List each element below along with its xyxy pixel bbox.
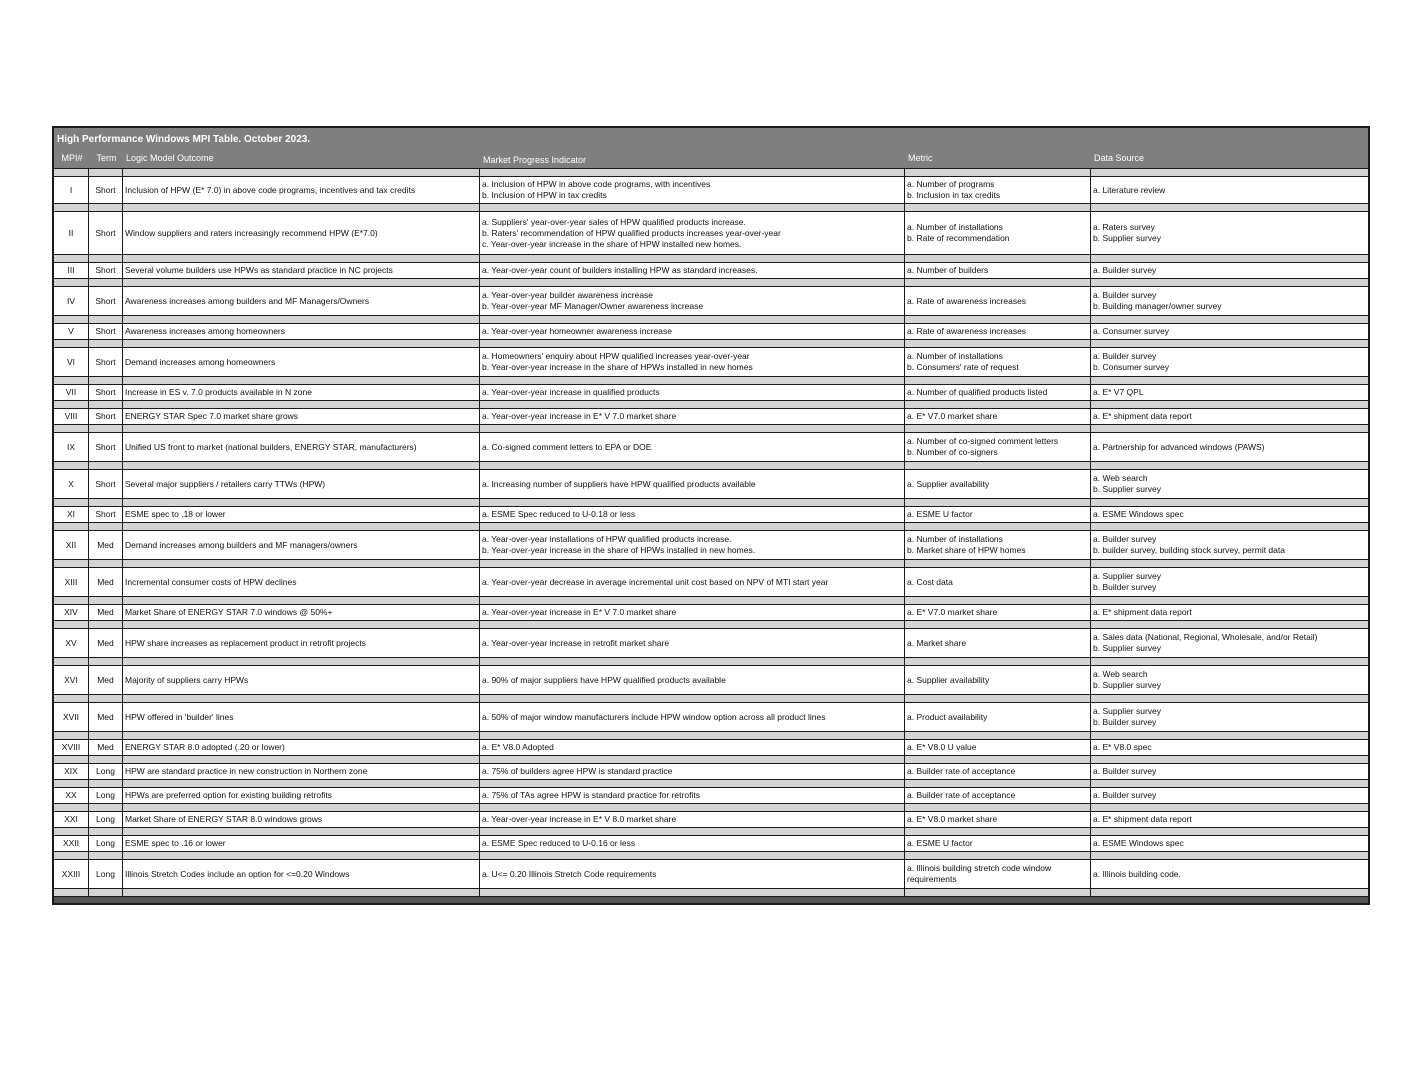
source-cell-line: b. Builder survey — [1093, 582, 1157, 592]
source-cell — [1091, 212, 1368, 254]
indicator-cell-line: a. 90% of major suppliers have HPW qualified products available — [482, 674, 726, 685]
metric-cell-line: a. Cost data — [907, 576, 953, 587]
metric-cell — [905, 507, 1091, 522]
indicator-cell-line: a. 50% of major window manufacturers include HPW window option across all product lines — [482, 711, 826, 722]
source-cell-line: a. Consumer survey — [1093, 326, 1170, 336]
row-separator — [54, 279, 1368, 287]
indicator-cell-line: b. Year-over-year increase in the share of HPWs installed in new homes. — [482, 545, 756, 555]
row-separator — [54, 255, 1368, 263]
row-separator — [54, 169, 1368, 177]
source-cell — [1091, 177, 1368, 203]
mpi-number: II — [54, 212, 89, 254]
mpi-number: VII — [54, 385, 89, 400]
term-cell: Short — [89, 324, 123, 339]
indicator-cell — [480, 287, 905, 315]
outcome-cell: HPWs are preferred option for existing building retrofits — [123, 788, 480, 803]
term-cell: Short — [89, 212, 123, 254]
table-row — [54, 740, 1368, 756]
source-cell-line: b. Builder survey — [1093, 717, 1157, 727]
term-cell: Long — [89, 764, 123, 779]
source-cell-line: b. Supplier survey — [1093, 680, 1162, 690]
outcome-cell: Market Share of ENERGY STAR 7.0 windows @ 50%+ — [123, 605, 480, 620]
metric-cell — [905, 287, 1091, 315]
source-cell — [1091, 433, 1368, 461]
outcome-cell: Demand increases among homeowners — [123, 348, 480, 376]
metric-cell — [905, 212, 1091, 254]
metric-cell-line: a. Number of qualified products listed — [907, 387, 1048, 397]
indicator-cell — [480, 531, 905, 559]
outcome-cell: Awareness increases among homeowners — [123, 324, 480, 339]
mpi-number: V — [54, 324, 89, 339]
row-separator — [54, 621, 1368, 629]
row-separator — [54, 425, 1368, 433]
metric-cell — [905, 666, 1091, 694]
indicator-cell — [480, 263, 905, 278]
source-cell — [1091, 531, 1368, 559]
header-metric: Metric — [908, 153, 933, 163]
metric-cell — [905, 409, 1091, 424]
metric-cell — [905, 812, 1091, 827]
source-cell-line: a. Literature review — [1093, 184, 1166, 195]
source-cell — [1091, 666, 1368, 694]
metric-cell — [905, 263, 1091, 278]
metric-cell-line: a. Builder rate of acceptance — [907, 790, 1016, 800]
metric-cell-line: a. Number of installations — [907, 351, 1003, 361]
indicator-cell-line: a. Year-over-year homeowner awareness increase — [482, 326, 672, 336]
metric-cell-line: a. Market share — [907, 637, 967, 648]
indicator-cell — [480, 605, 905, 620]
source-cell-line: b. Consumer survey — [1093, 362, 1170, 372]
source-cell-line: a. E* V8.0 spec — [1093, 742, 1152, 752]
row-separator — [54, 889, 1368, 897]
source-cell-line: a. Builder survey — [1093, 351, 1157, 361]
metric-cell-line: a. Rate of awareness increases — [907, 295, 1027, 306]
indicator-cell-line: a. Inclusion of HPW in above code programs, with incentives — [482, 179, 711, 189]
metric-cell — [905, 568, 1091, 596]
source-cell — [1091, 470, 1368, 498]
source-cell-line: b. Supplier survey — [1093, 484, 1162, 494]
metric-cell-line: a. ESME U factor — [907, 838, 973, 848]
metric-cell-line: a. Product availability — [907, 711, 988, 722]
mpi-number: III — [54, 263, 89, 278]
metric-cell-line: a. ESME U factor — [907, 509, 973, 519]
indicator-cell-line: a. Suppliers' year-over-year sales of HPW qualified products increase. — [482, 216, 746, 227]
source-cell — [1091, 568, 1368, 596]
indicator-cell — [480, 324, 905, 339]
metric-cell-line: a. Rate of awareness increases — [907, 326, 1027, 336]
table-row — [54, 788, 1368, 804]
term-cell: Short — [89, 287, 123, 315]
source-cell-line: b. Supplier survey — [1093, 233, 1162, 243]
outcome-cell: Increase in ES v. 7.0 products available in N zone — [123, 385, 480, 400]
mpi-number: XX — [54, 788, 89, 803]
source-cell-line: a. E* shipment data report — [1093, 607, 1192, 617]
outcome-cell: Unified US front to market (national builders, ENERGY STAR, manufacturers) — [123, 433, 480, 461]
table-row — [54, 860, 1368, 889]
metric-cell — [905, 703, 1091, 731]
row-separator — [54, 804, 1368, 812]
source-cell-line: a. E* shipment data report — [1093, 411, 1192, 421]
row-separator — [54, 828, 1368, 836]
source-cell-line: a. Builder survey — [1093, 534, 1157, 544]
indicator-cell — [480, 409, 905, 424]
metric-cell — [905, 348, 1091, 376]
outcome-cell: Inclusion of HPW (E* 7.0) in above code programs, incentives and tax credits — [123, 177, 480, 203]
mpi-number: XXII — [54, 836, 89, 851]
table-row — [54, 324, 1368, 340]
outcome-cell: Awareness increases among builders and MF Managers/Owners — [123, 287, 480, 315]
indicator-cell — [480, 703, 905, 731]
indicator-cell — [480, 385, 905, 400]
indicator-cell-line: a. Co-signed comment letters to EPA or DOE — [482, 441, 652, 452]
mpi-number: XXIII — [54, 860, 89, 888]
table-row — [54, 433, 1368, 462]
term-cell: Short — [89, 470, 123, 498]
mpi-number: XVII — [54, 703, 89, 731]
indicator-cell — [480, 177, 905, 203]
mpi-number: XVIII — [54, 740, 89, 755]
source-cell — [1091, 507, 1368, 522]
metric-cell — [905, 177, 1091, 203]
metric-cell-line: b. Number of co-signers — [907, 447, 998, 457]
metric-cell — [905, 788, 1091, 803]
indicator-cell — [480, 470, 905, 498]
outcome-cell: Incremental consumer costs of HPW declines — [123, 568, 480, 596]
term-cell: Short — [89, 348, 123, 376]
indicator-cell — [480, 666, 905, 694]
row-separator — [54, 597, 1368, 605]
indicator-cell — [480, 860, 905, 888]
metric-cell — [905, 324, 1091, 339]
mpi-number: IV — [54, 287, 89, 315]
indicator-cell-line: a. Year-over-year count of builders installing HPW as standard increases. — [482, 265, 758, 275]
metric-cell — [905, 629, 1091, 657]
table-row — [54, 764, 1368, 780]
term-cell: Med — [89, 666, 123, 694]
metric-cell — [905, 605, 1091, 620]
outcome-cell: HPW share increases as replacement product in retrofit projects — [123, 629, 480, 657]
outcome-cell: HPW are standard practice in new construction in Northern zone — [123, 764, 480, 779]
indicator-cell-line: a. Year-over-year increase in E* V 8.0 market share — [482, 814, 677, 824]
mpi-number: XII — [54, 531, 89, 559]
metric-cell — [905, 470, 1091, 498]
metric-cell — [905, 860, 1091, 888]
term-cell: Short — [89, 433, 123, 461]
indicator-cell-line: a. Increasing number of suppliers have HPW qualified products available — [482, 478, 756, 489]
mpi-number: XVI — [54, 666, 89, 694]
header-mpi: MPI# — [61, 153, 83, 163]
row-separator — [54, 756, 1368, 764]
source-cell-line: a. Raters survey — [1093, 222, 1155, 232]
indicator-cell-line: a. ESME Spec reduced to U-0.18 or less — [482, 509, 636, 519]
term-cell: Med — [89, 703, 123, 731]
source-cell-line: a. Sales data (National, Regional, Wholesale, and/or Retail) — [1093, 632, 1318, 642]
term-cell: Med — [89, 605, 123, 620]
mpi-number: I — [54, 177, 89, 203]
mpi-number: XIV — [54, 605, 89, 620]
row-separator — [54, 695, 1368, 703]
source-cell — [1091, 740, 1368, 755]
table-row — [54, 385, 1368, 401]
source-cell — [1091, 788, 1368, 803]
metric-cell-line: a. Number of programs — [907, 179, 995, 189]
indicator-cell — [480, 433, 905, 461]
table-row — [54, 836, 1368, 852]
term-cell: Short — [89, 385, 123, 400]
indicator-cell-line: a. ESME Spec reduced to U-0.16 or less — [482, 838, 636, 848]
table-row — [54, 568, 1368, 597]
metric-cell — [905, 433, 1091, 461]
row-separator — [54, 401, 1368, 409]
source-cell-line: a. Web search — [1093, 473, 1148, 483]
metric-cell-line: a. Number of installations — [907, 534, 1003, 544]
metric-cell-line: b. Consumers' rate of request — [907, 362, 1019, 372]
term-cell: Short — [89, 263, 123, 278]
table-row — [54, 287, 1368, 316]
term-cell: Med — [89, 740, 123, 755]
source-cell-line: a. ESME Windows spec — [1093, 509, 1184, 519]
metric-cell-line: a. Supplier availability — [907, 674, 990, 685]
indicator-cell-line: a. Year-over-year increase in E* V 7.0 market share — [482, 607, 677, 617]
indicator-cell-line: c. Year-over-year increase in the share of HPW installed new homes. — [482, 238, 742, 249]
term-cell: Long — [89, 788, 123, 803]
indicator-cell — [480, 836, 905, 851]
source-cell — [1091, 324, 1368, 339]
table-row — [54, 507, 1368, 523]
term-cell: Long — [89, 860, 123, 888]
outcome-cell: ENERGY STAR Spec 7.0 market share grows — [123, 409, 480, 424]
mpi-number: IX — [54, 433, 89, 461]
mpi-number: VIII — [54, 409, 89, 424]
term-cell: Med — [89, 629, 123, 657]
outcome-cell: Majority of suppliers carry HPWs — [123, 666, 480, 694]
indicator-cell — [480, 812, 905, 827]
metric-cell-line: a. E* V7.0 market share — [907, 411, 998, 421]
source-cell — [1091, 287, 1368, 315]
indicator-cell — [480, 764, 905, 779]
header-outcome: Logic Model Outcome — [126, 153, 214, 163]
row-separator — [54, 340, 1368, 348]
indicator-cell-line: a. Year-over-year decrease in average incremental unit cost based on NPV of MTI start year — [482, 576, 829, 587]
indicator-cell — [480, 788, 905, 803]
header-indicator: Market Progress Indicator — [483, 155, 587, 165]
table-title: High Performance Windows MPI Table. October 2023. — [54, 128, 1368, 150]
table-body — [54, 169, 1368, 897]
mpi-number: XIX — [54, 764, 89, 779]
table-row — [54, 177, 1368, 204]
source-cell-line: b. builder survey, building stock survey, permit data — [1093, 545, 1285, 555]
source-cell — [1091, 812, 1368, 827]
metric-cell-line: requirements — [907, 874, 957, 884]
source-cell — [1091, 629, 1368, 657]
source-cell — [1091, 605, 1368, 620]
source-cell — [1091, 263, 1368, 278]
term-cell: Med — [89, 531, 123, 559]
source-cell — [1091, 860, 1368, 888]
row-separator — [54, 462, 1368, 470]
indicator-cell — [480, 568, 905, 596]
outcome-cell: ESME spec to .18 or lower — [123, 507, 480, 522]
source-cell-line: a. Builder survey — [1093, 766, 1157, 776]
metric-cell-line: b. Rate of recommendation — [907, 233, 1010, 243]
source-cell-line: a. Builder survey — [1093, 265, 1157, 275]
indicator-cell-line: a. Year-over-year increase in E* V 7.0 market share — [482, 411, 677, 421]
indicator-cell-line: b. Inclusion of HPW in tax credits — [482, 190, 607, 200]
indicator-cell-line: a. U<= 0.20 Illinois Stretch Code requirements — [482, 868, 657, 879]
term-cell: Short — [89, 507, 123, 522]
table-row — [54, 812, 1368, 828]
source-cell-line: a. E* V7 QPL — [1093, 387, 1144, 397]
outcome-cell: Market Share of ENERGY STAR 8.0 windows grows — [123, 812, 480, 827]
source-cell-line: a. Supplier survey — [1093, 706, 1162, 716]
source-cell-line: a. Illinois building code. — [1093, 868, 1181, 879]
metric-cell — [905, 836, 1091, 851]
row-separator — [54, 377, 1368, 385]
indicator-cell-line: a. Year-over-year increase in retrofit market share — [482, 637, 670, 648]
row-separator — [54, 523, 1368, 531]
row-separator — [54, 499, 1368, 507]
source-cell-line: a. Web search — [1093, 669, 1148, 679]
row-separator — [54, 204, 1368, 212]
source-cell — [1091, 409, 1368, 424]
outcome-cell: Demand increases among builders and MF managers/owners — [123, 531, 480, 559]
outcome-cell: Illinois Stretch Codes include an option for <=0.20 Windows — [123, 860, 480, 888]
metric-cell-line: a. Supplier availability — [907, 478, 990, 489]
source-cell-line: b. Supplier survey — [1093, 643, 1162, 653]
indicator-cell-line: b. Raters' recommendation of HPW qualified products increases year-over-year — [482, 227, 781, 238]
mpi-number: XV — [54, 629, 89, 657]
source-cell — [1091, 348, 1368, 376]
table-row — [54, 703, 1368, 732]
outcome-cell: Several major suppliers / retailers carry TTWs (HPW) — [123, 470, 480, 498]
metric-cell-line: a. E* V7.0 market share — [907, 607, 998, 617]
header-source: Data Source — [1094, 153, 1145, 163]
source-cell-line: a. Partnership for advanced windows (PAWS) — [1093, 441, 1265, 452]
table-row — [54, 409, 1368, 425]
indicator-cell — [480, 507, 905, 522]
source-cell — [1091, 764, 1368, 779]
table-row — [54, 629, 1368, 658]
row-separator — [54, 780, 1368, 788]
indicator-cell-line: a. 75% of builders agree HPW is standard practice — [482, 766, 673, 776]
source-cell-line: b. Building manager/owner survey — [1093, 301, 1222, 311]
source-cell-line: a. Builder survey — [1093, 290, 1157, 300]
indicator-cell — [480, 740, 905, 755]
term-cell: Long — [89, 836, 123, 851]
metric-cell-line: a. E* V8.0 market share — [907, 814, 998, 824]
mpi-number: VI — [54, 348, 89, 376]
metric-cell-line: a. Number of builders — [907, 265, 989, 275]
table-row — [54, 348, 1368, 377]
outcome-cell: ENERGY STAR 8.0 adopted (.20 or lower) — [123, 740, 480, 755]
term-cell: Short — [89, 177, 123, 203]
source-cell-line: a. Supplier survey — [1093, 571, 1162, 581]
indicator-cell-line: a. Year-over-year increase in qualified products — [482, 387, 660, 397]
metric-cell-line: b. Market share of HPW homes — [907, 545, 1026, 555]
table-row — [54, 666, 1368, 695]
table-row — [54, 470, 1368, 499]
indicator-cell-line: a. Year-over-year installations of HPW qualified products increase. — [482, 534, 732, 544]
metric-cell-line: a. Illinois building stretch code window — [907, 863, 1052, 873]
indicator-cell-line: a. 75% of TAs agree HPW is standard practice for retrofits — [482, 790, 700, 800]
source-cell-line: a. Builder survey — [1093, 790, 1157, 800]
term-cell: Long — [89, 812, 123, 827]
metric-cell — [905, 764, 1091, 779]
table-row — [54, 531, 1368, 560]
source-cell — [1091, 703, 1368, 731]
row-separator — [54, 852, 1368, 860]
indicator-cell-line: a. E* V8.0 Adopted — [482, 742, 554, 752]
metric-cell — [905, 740, 1091, 755]
header-row — [54, 150, 1368, 169]
mpi-number: XI — [54, 507, 89, 522]
mpi-table — [52, 126, 1370, 905]
table-row — [54, 605, 1368, 621]
source-cell-line: a. ESME Windows spec — [1093, 838, 1184, 848]
term-cell: Med — [89, 568, 123, 596]
indicator-cell-line: b. Year-over-year increase in the share of HPWs installed in new homes — [482, 362, 753, 372]
table-footer-bar — [54, 897, 1368, 903]
row-separator — [54, 316, 1368, 324]
header-term: Term — [96, 153, 117, 163]
outcome-cell: Window suppliers and raters increasingly recommend HPW (E*7.0) — [123, 212, 480, 254]
source-cell — [1091, 385, 1368, 400]
indicator-cell — [480, 348, 905, 376]
indicator-cell-line: a. Year-over-year builder awareness increase — [482, 290, 654, 300]
metric-cell-line: a. Number of co-signed comment letters — [907, 436, 1059, 446]
metric-cell — [905, 385, 1091, 400]
mpi-number: XIII — [54, 568, 89, 596]
indicator-cell-line: a. Homeowners' enquiry about HPW qualified increases year-over-year — [482, 351, 750, 361]
metric-cell — [905, 531, 1091, 559]
mpi-number: X — [54, 470, 89, 498]
metric-cell-line: a. Builder rate of acceptance — [907, 766, 1016, 776]
table-row — [54, 212, 1368, 255]
source-cell — [1091, 836, 1368, 851]
row-separator — [54, 658, 1368, 666]
indicator-cell — [480, 212, 905, 254]
metric-cell-line: b. Inclusion in tax credits — [907, 190, 1001, 200]
outcome-cell: ESME spec to .16 or lower — [123, 836, 480, 851]
metric-cell-line: a. Number of installations — [907, 222, 1003, 232]
outcome-cell: HPW offered in 'builder' lines — [123, 703, 480, 731]
term-cell: Short — [89, 409, 123, 424]
indicator-cell — [480, 629, 905, 657]
outcome-cell: Several volume builders use HPWs as standard practice in NC projects — [123, 263, 480, 278]
row-separator — [54, 560, 1368, 568]
metric-cell-line: a. E* V8.0 U value — [907, 742, 977, 752]
table-row — [54, 263, 1368, 279]
source-cell-line: a. E* shipment data report — [1093, 814, 1192, 824]
mpi-number: XXI — [54, 812, 89, 827]
row-separator — [54, 732, 1368, 740]
indicator-cell-line: b. Year-over-year MF Manager/Owner awareness increase — [482, 301, 704, 311]
